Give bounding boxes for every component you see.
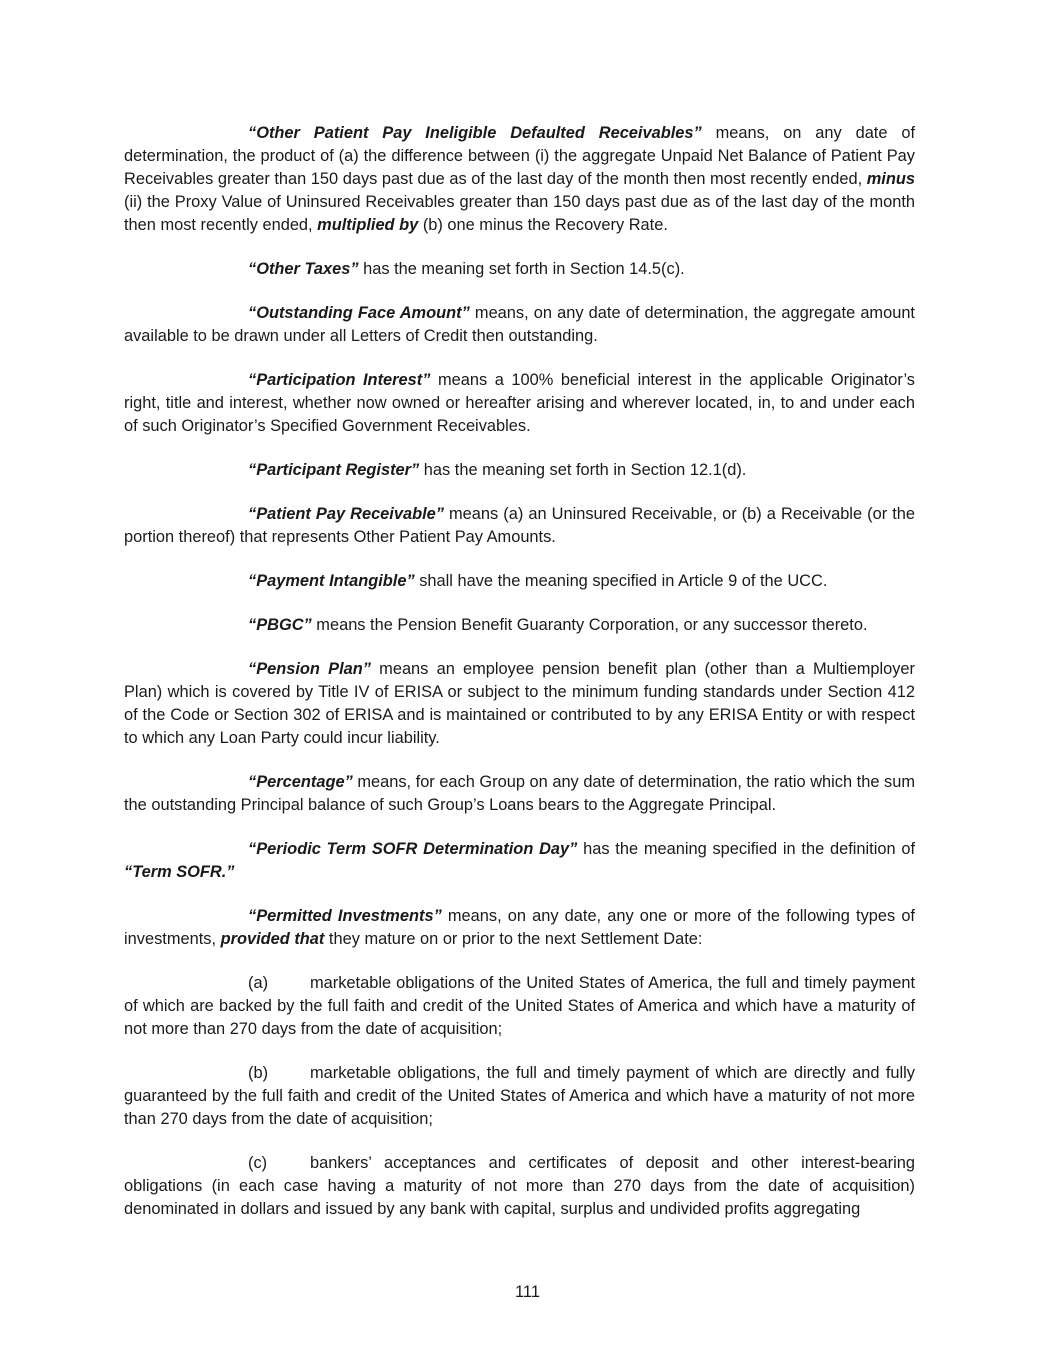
definition-text: means the Pension Benefit Guaranty Corporation, or any successor thereto. xyxy=(311,616,868,634)
definition-text: has the meaning set forth in Section 12.1(d). xyxy=(419,461,747,479)
emphasis-text: multiplied by xyxy=(317,216,419,234)
emphasis-text: provided that xyxy=(220,930,325,948)
definition-percentage xyxy=(124,771,915,817)
definition-text: (b) one minus the Recovery Rate. xyxy=(418,216,668,234)
emphasis-text: “Term SOFR.” xyxy=(124,863,235,881)
page-number: 111 xyxy=(515,1283,540,1301)
defined-term: “Other Taxes” xyxy=(248,260,359,278)
definition-participation-interest xyxy=(124,369,915,438)
definition-text: means, on any date of determination, the aggregate amount available to be drawn under all Letters of Credit then outstanding. xyxy=(124,304,915,345)
definition-text: means an employee pension benefit plan (other than a Multiemployer Plan) which is covered by Title IV of ERISA or subject to the minimum funding standards under Section 412 of the Code or Section 302 of ERISA and is maintained or contributed to by any ERISA Entity or with respect to which any Loan Party could incur liability. xyxy=(124,660,915,747)
subclause-a xyxy=(124,972,915,1041)
definition-text: (ii) the Proxy Value of Uninsured Receivables greater than 150 days past due as of the last day of the month then most recently ended, xyxy=(124,193,915,234)
defined-term: “Outstanding Face Amount” xyxy=(248,304,470,322)
defined-term: “Patient Pay Receivable” xyxy=(248,505,444,523)
document-page xyxy=(124,122,915,1242)
definition-text: means (a) an Uninsured Receivable, or (b) a Receivable (or the portion thereof) that represents Other Patient Pay Amounts. xyxy=(124,505,915,546)
definition-text: they mature on or prior to the next Settlement Date: xyxy=(324,930,703,948)
defined-term: “Pension Plan” xyxy=(248,660,371,678)
defined-term: “PBGC” xyxy=(248,616,312,634)
subclause-text: marketable obligations of the United States of America, the full and timely payment of which are backed by the full faith and credit of the United States of America and which have a maturity of not more than 270 days from the date of acquisition; xyxy=(124,974,915,1038)
definition-text: has the meaning set forth in Section 14.5(c). xyxy=(358,260,685,278)
definition-text: means, for each Group on any date of determination, the ratio which the sum the outstanding Principal balance of such Group’s Loans bears to the Aggregate Principal. xyxy=(124,773,915,814)
definition-text: means, on any date of determination, the product of (a) the difference between (i) the aggregate Unpaid Net Balance of Patient Pay Receivables greater than 150 days past due as of the last day of the month then most recently ended, xyxy=(124,124,916,188)
subclause-label: (a) xyxy=(248,974,269,992)
definition-permitted-investments xyxy=(124,905,915,951)
defined-term: “Permitted Investments” xyxy=(248,907,442,925)
subclause-text: bankers’ acceptances and certificates of deposit and other interest-bearing obligations (in each case having a maturity of not more than 270 days from the date of acquisition) denominated in dollars and issued by any bank with capital, surplus and undivided profits aggregating xyxy=(124,1154,915,1218)
definition-other-patient-pay-ineligible-defaulted-receivables xyxy=(124,122,915,237)
subclause-label: (c) xyxy=(248,1154,268,1172)
definition-participant-register xyxy=(124,459,915,482)
defined-term: “Percentage” xyxy=(248,773,353,791)
definition-other-taxes xyxy=(124,258,915,281)
definition-periodic-term-sofr-determination-day xyxy=(124,838,915,884)
definition-outstanding-face-amount xyxy=(124,302,915,348)
subclause-c xyxy=(124,1152,915,1221)
subclause-label: (b) xyxy=(248,1064,269,1082)
definition-text: shall have the meaning specified in Article 9 of the UCC. xyxy=(414,572,828,590)
definition-pension-plan xyxy=(124,658,915,750)
definition-text: means a 100% beneficial interest in the applicable Originator’s right, title and interest, whether now owned or hereafter arising and wherever located, in, to and under each of such Originator’s Specified Government Receivables. xyxy=(124,371,915,435)
definition-payment-intangible xyxy=(124,570,915,593)
emphasis-text: minus xyxy=(866,170,915,188)
defined-term: “Periodic Term SOFR Determination Day” xyxy=(248,840,578,858)
defined-term: “Other Patient Pay Ineligible Defaulted Receivables” xyxy=(248,124,702,142)
subclause-b xyxy=(124,1062,915,1131)
defined-term: “Participation Interest” xyxy=(248,371,431,389)
definition-text: means, on any date, any one or more of the following types of investments, xyxy=(124,907,915,948)
definition-pbgc xyxy=(124,614,915,637)
defined-term: “Payment Intangible” xyxy=(248,572,415,590)
defined-term: “Participant Register” xyxy=(248,461,420,479)
subclause-text: marketable obligations, the full and timely payment of which are directly and fully guaranteed by the full faith and credit of the United States of America and which have a maturity of not more than 270 days from the date of acquisition; xyxy=(124,1064,915,1128)
definition-text: has the meaning specified in the definition of xyxy=(577,840,915,858)
definition-patient-pay-receivable xyxy=(124,503,915,549)
